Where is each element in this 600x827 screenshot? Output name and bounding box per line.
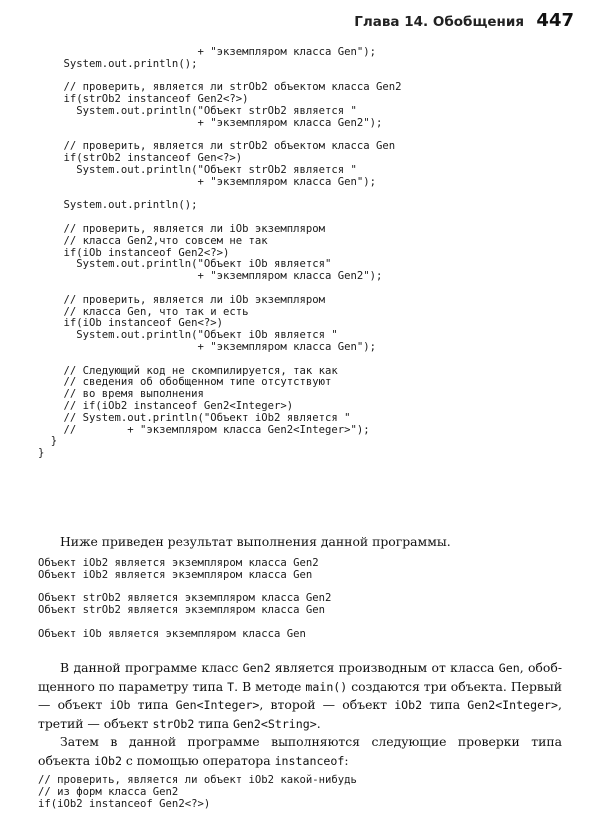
code-snippet: // проверить, является ли объект iOb2 какой-нибудь // из форм класса Gen2 if(iOb2 instanceof Gen2<?>) [38, 774, 357, 810]
chapter-title: Глава 14. Обобщения [354, 14, 524, 30]
paragraph-2: Затем в данной программе выполняются следующие проверки типа объекта iOb2 с помощью оператора instanceof: [38, 734, 562, 768]
program-output: Объект iOb2 является экземпляром класса Gen2 Объект iOb2 является экземпляром класса Gen Объект strOb2 является экземпляром класса Gen2 Объект strOb2 является экземпляром класса Gen Объект iOb является экземпляром класса Gen [38, 557, 332, 640]
page-header [0, 0, 600, 40]
paragraph-1: В данной программе класс Gen2 является производным от класса Gen, обоб- щенного по параметру типа T. В методе main() создаются три объекта. Первый — объект iOb типа Gen<Integer>, второй — объект iOb2 типа Gen2<Integer>, третий — объект strOb2 типа Gen2<String>. [38, 660, 563, 731]
result-heading: Ниже приведен результат выполнения данной программы. [60, 534, 451, 549]
page-number: 447 [536, 10, 574, 31]
code-listing: + "экземпляром класса Gen"); System.out.println(); // проверить, является ли strOb2 объектом класса Gen2 if(strOb2 instanceof Gen2<?>) System.out.println("Объект strOb2 является " + "экземпляром класса Gen2"); // проверить, является ли strOb2 объектом класса Gen if(strOb2 instanceof Gen<?>) System.out.println("Объект strOb2 является " + "экземпляром класса Gen"); System.out.println(); // проверить, является ли iOb экземпляром // класса Gen2,что совсем не так if(iOb instanceof Gen2<?>) System.out.println("Объект iOb является" + "экземпляром класса Gen2"); // проверить, является ли iOb экземпляром // класса Gen, что так и есть if(iOb instanceof Gen<?>) System.out.println("Объект iOb является " + "экземпляром класса Gen"); // Следующий код не скомпилируется, так как // сведения об обобщенном типе отсутствуют // во время выполнения // if(iOb2 instanceof Gen2<Integer>) // System.out.println("Объект iOb2 является " // + "экземпляром класса Gen2<Integer>"); } } [38, 46, 402, 460]
